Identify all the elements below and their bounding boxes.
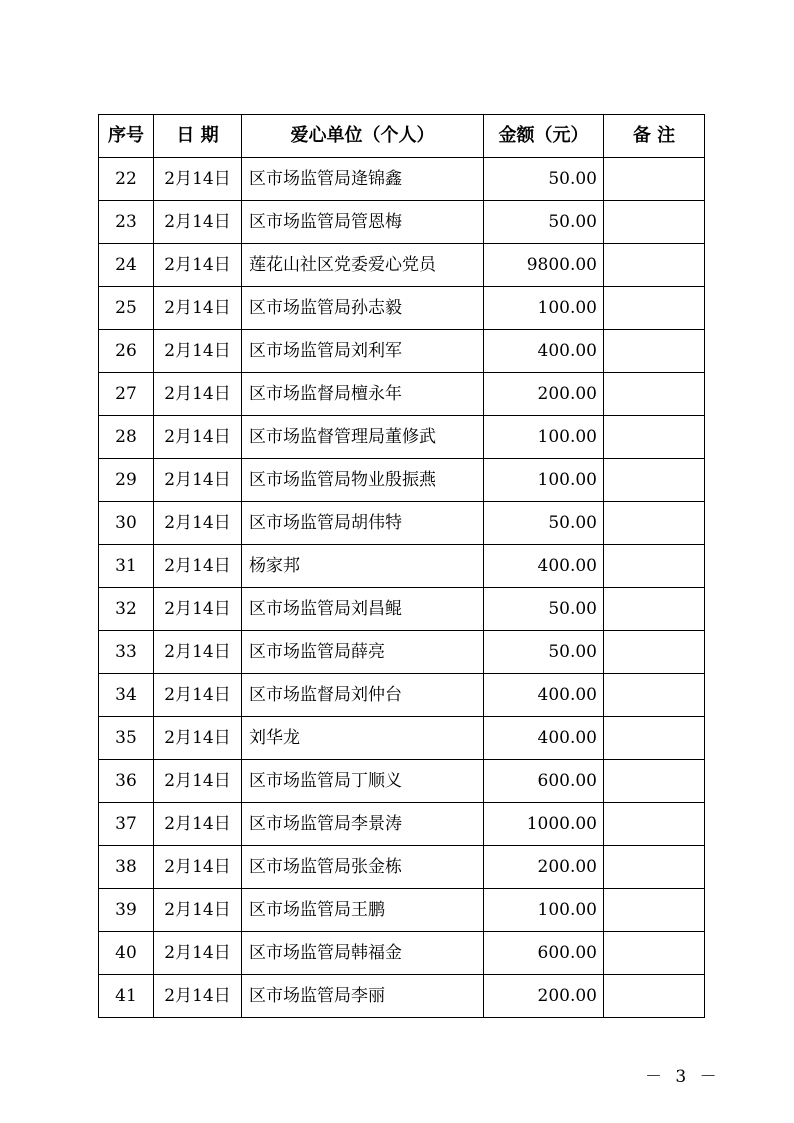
table-row xyxy=(99,674,705,717)
cell-remark xyxy=(604,244,705,287)
table-body xyxy=(99,158,705,1018)
cell-amount: 50.00 xyxy=(484,201,604,244)
table-row xyxy=(99,975,705,1018)
table-row xyxy=(99,330,705,373)
cell-amount: 1000.00 xyxy=(484,803,604,846)
cell-date: 2月14日 xyxy=(154,373,242,416)
cell-date: 2月14日 xyxy=(154,244,242,287)
cell-date: 2月14日 xyxy=(154,674,242,717)
cell-remark xyxy=(604,846,705,889)
cell-no: 40 xyxy=(99,932,154,975)
cell-amount: 100.00 xyxy=(484,889,604,932)
cell-donor: 区市场监管局刘昌鲲 xyxy=(242,588,484,631)
cell-no: 28 xyxy=(99,416,154,459)
cell-amount: 9800.00 xyxy=(484,244,604,287)
cell-donor: 莲花山社区党委爱心党员 xyxy=(242,244,484,287)
cell-remark xyxy=(604,717,705,760)
cell-date: 2月14日 xyxy=(154,545,242,588)
cell-date: 2月14日 xyxy=(154,201,242,244)
cell-no: 22 xyxy=(99,158,154,201)
cell-no: 30 xyxy=(99,502,154,545)
cell-remark xyxy=(604,330,705,373)
cell-date: 2月14日 xyxy=(154,502,242,545)
table-row xyxy=(99,545,705,588)
cell-amount: 200.00 xyxy=(484,373,604,416)
cell-date: 2月14日 xyxy=(154,330,242,373)
cell-remark xyxy=(604,459,705,502)
cell-no: 31 xyxy=(99,545,154,588)
cell-donor: 区市场监管局李丽 xyxy=(242,975,484,1018)
cell-donor: 区市场监督局檀永年 xyxy=(242,373,484,416)
cell-amount: 600.00 xyxy=(484,760,604,803)
table-row xyxy=(99,631,705,674)
cell-date: 2月14日 xyxy=(154,717,242,760)
cell-date: 2月14日 xyxy=(154,846,242,889)
cell-date: 2月14日 xyxy=(154,889,242,932)
table-row xyxy=(99,244,705,287)
cell-donor: 区市场监管局物业殷振燕 xyxy=(242,459,484,502)
cell-date: 2月14日 xyxy=(154,287,242,330)
table-row xyxy=(99,717,705,760)
cell-amount: 100.00 xyxy=(484,459,604,502)
cell-remark xyxy=(604,674,705,717)
cell-date: 2月14日 xyxy=(154,803,242,846)
cell-no: 33 xyxy=(99,631,154,674)
cell-donor: 区市场监管局薛亮 xyxy=(242,631,484,674)
table-row xyxy=(99,760,705,803)
cell-no: 29 xyxy=(99,459,154,502)
cell-amount: 600.00 xyxy=(484,932,604,975)
table-row xyxy=(99,416,705,459)
cell-donor: 杨家邦 xyxy=(242,545,484,588)
cell-amount: 400.00 xyxy=(484,545,604,588)
page-number: － 3 － xyxy=(645,1067,721,1087)
cell-donor: 区市场监管局逄锦鑫 xyxy=(242,158,484,201)
cell-amount: 50.00 xyxy=(484,631,604,674)
header-no: 序号 xyxy=(99,115,154,158)
header-date: 日 期 xyxy=(154,115,242,158)
table-row xyxy=(99,588,705,631)
cell-date: 2月14日 xyxy=(154,631,242,674)
cell-date: 2月14日 xyxy=(154,459,242,502)
cell-no: 39 xyxy=(99,889,154,932)
table-row xyxy=(99,373,705,416)
table-header-row xyxy=(99,115,705,158)
cell-remark xyxy=(604,588,705,631)
table-row xyxy=(99,201,705,244)
table-row xyxy=(99,846,705,889)
cell-donor: 区市场监管局张金栋 xyxy=(242,846,484,889)
cell-remark xyxy=(604,760,705,803)
cell-no: 34 xyxy=(99,674,154,717)
cell-no: 26 xyxy=(99,330,154,373)
cell-remark xyxy=(604,158,705,201)
cell-remark xyxy=(604,373,705,416)
cell-date: 2月14日 xyxy=(154,588,242,631)
cell-donor: 刘华龙 xyxy=(242,717,484,760)
cell-donor: 区市场监管局刘利军 xyxy=(242,330,484,373)
cell-amount: 100.00 xyxy=(484,287,604,330)
cell-no: 32 xyxy=(99,588,154,631)
table-row xyxy=(99,287,705,330)
cell-amount: 400.00 xyxy=(484,717,604,760)
cell-no: 36 xyxy=(99,760,154,803)
table-row xyxy=(99,158,705,201)
cell-no: 35 xyxy=(99,717,154,760)
cell-remark xyxy=(604,502,705,545)
cell-date: 2月14日 xyxy=(154,932,242,975)
cell-donor: 区市场监管局韩福金 xyxy=(242,932,484,975)
cell-donor: 区市场监管局丁顺义 xyxy=(242,760,484,803)
cell-no: 41 xyxy=(99,975,154,1018)
cell-remark xyxy=(604,287,705,330)
cell-remark xyxy=(604,803,705,846)
cell-no: 23 xyxy=(99,201,154,244)
cell-remark xyxy=(604,545,705,588)
cell-donor: 区市场监督管理局董修武 xyxy=(242,416,484,459)
cell-amount: 50.00 xyxy=(484,502,604,545)
header-amount: 金额（元） xyxy=(484,115,604,158)
table-row xyxy=(99,932,705,975)
table-row xyxy=(99,889,705,932)
cell-amount: 400.00 xyxy=(484,674,604,717)
cell-no: 38 xyxy=(99,846,154,889)
cell-date: 2月14日 xyxy=(154,760,242,803)
cell-donor: 区市场监管局胡伟特 xyxy=(242,502,484,545)
cell-donor: 区市场监管局王鹏 xyxy=(242,889,484,932)
cell-amount: 200.00 xyxy=(484,975,604,1018)
cell-amount: 100.00 xyxy=(484,416,604,459)
cell-date: 2月14日 xyxy=(154,975,242,1018)
header-remark: 备 注 xyxy=(604,115,705,158)
cell-date: 2月14日 xyxy=(154,416,242,459)
cell-donor: 区市场监管局管恩梅 xyxy=(242,201,484,244)
cell-donor: 区市场监管局李景涛 xyxy=(242,803,484,846)
table-row xyxy=(99,459,705,502)
cell-remark xyxy=(604,975,705,1018)
cell-date: 2月14日 xyxy=(154,158,242,201)
cell-remark xyxy=(604,932,705,975)
cell-remark xyxy=(604,889,705,932)
header-donor: 爱心单位（个人） xyxy=(242,115,484,158)
cell-remark xyxy=(604,631,705,674)
cell-remark xyxy=(604,416,705,459)
table-row xyxy=(99,803,705,846)
cell-no: 27 xyxy=(99,373,154,416)
cell-donor: 区市场监督局刘仲台 xyxy=(242,674,484,717)
cell-amount: 400.00 xyxy=(484,330,604,373)
donation-table xyxy=(98,114,705,1018)
cell-amount: 50.00 xyxy=(484,158,604,201)
cell-remark xyxy=(604,201,705,244)
cell-amount: 50.00 xyxy=(484,588,604,631)
cell-no: 37 xyxy=(99,803,154,846)
cell-no: 24 xyxy=(99,244,154,287)
cell-donor: 区市场监管局孙志毅 xyxy=(242,287,484,330)
table-row xyxy=(99,502,705,545)
cell-no: 25 xyxy=(99,287,154,330)
cell-amount: 200.00 xyxy=(484,846,604,889)
